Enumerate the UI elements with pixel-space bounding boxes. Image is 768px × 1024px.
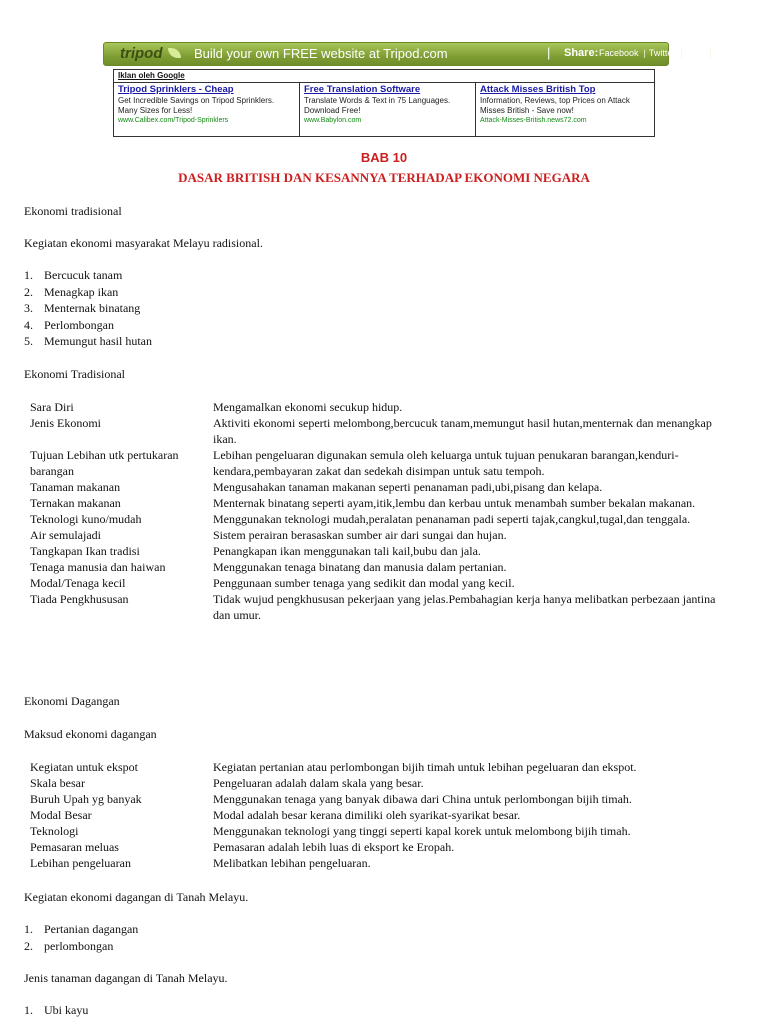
row-value: Kegiatan pertanian atau perlombongan bijih timah untuk lebihan pegeluaran dan ekspot.: [213, 760, 637, 774]
table-row: [30, 447, 718, 479]
table-row: [30, 791, 718, 807]
list-item: 2. perlombongan: [24, 938, 114, 953]
row-key: Sara Diri: [30, 400, 74, 414]
row-value: Penggunaan sumber tenaga yang sedikit dan modal yang kecil.: [213, 576, 515, 590]
activities-heading: Kegiatan ekonomi dagangan di Tanah Melayu.: [24, 890, 249, 904]
row-key: Teknologi: [30, 824, 79, 838]
row-key: Skala besar: [30, 776, 85, 790]
table-row: [30, 855, 718, 871]
row-key: Lebihan pengeluaran: [30, 856, 131, 870]
section-heading: Ekonomi Tradisional: [24, 367, 126, 381]
row-value: Menternak binatang seperti ayam,itik,lembu dan kerbau untuk menambah sumber bekalan makanan.: [213, 496, 696, 510]
ad-item[interactable]: [475, 83, 654, 137]
row-key: Tiada Pengkhususan: [30, 592, 129, 606]
table-row: [30, 479, 718, 495]
list-item: 1. Pertanian dagangan: [24, 922, 139, 936]
table-row: [30, 823, 718, 839]
ad-description: Information, Reviews, top Prices on Attack Misses British - Save now!: [480, 96, 630, 115]
ad-title[interactable]: Free Translation Software: [304, 84, 421, 95]
ads-row: [114, 82, 654, 137]
banner-slogan[interactable]: Build your own FREE website at Tripod.com: [194, 46, 448, 61]
divider: |: [643, 48, 646, 58]
row-value: Menggunakan tenaga binatang dan manusia dalam pertanian.: [213, 560, 507, 574]
leaf-icon: [168, 48, 181, 58]
ads-label[interactable]: Iklan oleh Google: [118, 71, 185, 80]
activity-list: [24, 267, 152, 350]
banner-separator: |: [547, 45, 551, 60]
row-key: Tangkapan Ikan tradisi: [30, 544, 140, 558]
row-value: Lebihan pengeluaran digunakan semula oleh keluarga untuk tujuan penukaran barangan,kenduri-kendara,pembayaran zakat dan sedekah disimpan untuk satu tempoh.: [213, 448, 679, 478]
table-row: [30, 415, 718, 447]
tripod-banner[interactable]: [103, 42, 738, 66]
row-key: Modal/Tenaga kecil: [30, 576, 126, 590]
row-value: Aktiviti ekonomi seperti melombong,bercucuk tanam,memungut hasil hutan,menternak dan menangkap ikan.: [213, 416, 712, 446]
row-value: Modal adalah besar kerana dimiliki oleh syarikat-syarikat besar.: [213, 808, 521, 822]
crops-heading: Jenis tanaman dagangan di Tanah Melayu.: [24, 971, 228, 985]
row-value: Mengusahakan tanaman makanan seperti penanaman padi,ubi,pisang dan kelapa.: [213, 480, 603, 494]
share-reddit-link[interactable]: reddit: [714, 48, 738, 58]
row-key: Kegiatan untuk ekspot: [30, 760, 138, 774]
ad-url[interactable]: www.Calibex.com/Tripod-Sprinklers: [118, 117, 229, 124]
section-heading: Ekonomi Dagangan: [24, 694, 120, 708]
ad-description: Translate Words & Text in 75 Languages. Download Free!: [304, 96, 451, 115]
row-key: Air semulajadi: [30, 528, 101, 542]
table-row: [30, 807, 718, 823]
table-row: [30, 399, 718, 415]
share-facebook-link[interactable]: Facebook: [599, 48, 639, 58]
row-key: Teknologi kuno/mudah: [30, 512, 142, 526]
row-value: Penangkapan ikan menggunakan tali kail,bubu dan jala.: [213, 544, 481, 558]
table-row: [30, 543, 718, 559]
list-item: 1. Ubi kayu: [24, 1003, 89, 1017]
row-value: Melibatkan lebihan pengeluaran.: [213, 856, 371, 870]
table-row: [30, 495, 718, 511]
share-label: Share:: [564, 47, 599, 59]
list-item: 4. Perlombongan: [24, 317, 114, 332]
list-item: 3. Menternak binatang: [24, 301, 141, 316]
row-value: Menggunakan teknologi yang tinggi seperti kapal korek untuk melombong bijih timah.: [213, 824, 631, 838]
row-key: Tujuan Lebihan utk pertukaran barangan: [30, 448, 179, 478]
table-row: [30, 591, 718, 623]
chapter-number: BAB 10: [360, 150, 408, 165]
row-value: Pengeluaran adalah dalam skala yang besar.: [213, 776, 424, 790]
share-twitter-link[interactable]: Twitter: [648, 48, 676, 58]
tripod-logo[interactable]: tripod: [120, 45, 163, 62]
table-row: [30, 775, 718, 791]
ad-title[interactable]: Attack Misses British Top: [480, 84, 596, 95]
row-key: Pemasaran meluas: [30, 840, 119, 854]
ad-url[interactable]: www.Babylon.com: [304, 117, 362, 124]
crops-list: [24, 1002, 88, 1019]
list-item: 5. Memungut hasil hutan: [24, 334, 152, 349]
row-value: Mengamalkan ekonomi secukup hidup.: [213, 400, 403, 414]
activities-list: [24, 921, 138, 954]
list-item: 2. Menagkap ikan: [24, 284, 119, 299]
divider: |: [680, 48, 683, 58]
share-digg-link[interactable]: Digg: [685, 48, 705, 58]
table-row: [30, 527, 718, 543]
ad-url[interactable]: Attack-Misses-British.news72.com: [480, 117, 587, 124]
table-row: [30, 839, 718, 855]
divider: |: [709, 48, 712, 58]
traditional-economy-table: [30, 399, 718, 623]
trade-economy-table: [30, 759, 718, 871]
row-value: Menggunakan tenaga yang banyak dibawa dari China untuk perlombongan bijih timah.: [213, 792, 632, 806]
section-heading: Ekonomi tradisional: [24, 204, 122, 218]
ad-item[interactable]: [114, 83, 299, 137]
row-key: Buruh Upah yg banyak: [30, 792, 142, 806]
row-value: Pemasaran adalah lebih luas di eksport ke Eropah.: [213, 840, 455, 854]
chapter-title: DASAR BRITISH DAN KESANNYA TERHADAP EKONOMI NEGARA: [178, 170, 590, 185]
list-item: 1. Bercucuk tanam: [24, 268, 123, 282]
ad-description: Get Incredible Savings on Tripod Sprinklers. Many Sizes for Less!: [118, 96, 275, 115]
table-row: [30, 511, 718, 527]
row-key: Ternakan makanan: [30, 496, 121, 510]
ad-item[interactable]: [299, 83, 475, 137]
row-value: Tidak wujud pengkhususan pekerjaan yang jelas.Pembahagian kerja hanya melibatkan perbezaan jantina dan umur.: [213, 592, 716, 622]
share-links: [599, 48, 739, 58]
google-ads-box: [113, 69, 655, 137]
table-row: [30, 559, 718, 575]
table-row: [30, 759, 718, 775]
row-value: Menggunakan teknologi mudah,peralatan penanaman padi seperti tajak,cangkul,tugal,dan tenggala.: [213, 512, 691, 526]
table-row: [30, 575, 718, 591]
row-key: Modal Besar: [30, 808, 92, 822]
section-intro: Kegiatan ekonomi masyarakat Melayu radisional.: [24, 236, 263, 250]
ad-title[interactable]: Tripod Sprinklers - Cheap: [118, 84, 234, 95]
row-key: Tenaga manusia dan haiwan: [30, 560, 166, 574]
row-key: Tanaman makanan: [30, 480, 121, 494]
row-value: Sistem perairan berasaskan sumber air dari sungai dan hujan.: [213, 528, 507, 542]
section-subheading: Maksud ekonomi dagangan: [24, 727, 157, 741]
row-key: Jenis Ekonomi: [30, 416, 101, 430]
